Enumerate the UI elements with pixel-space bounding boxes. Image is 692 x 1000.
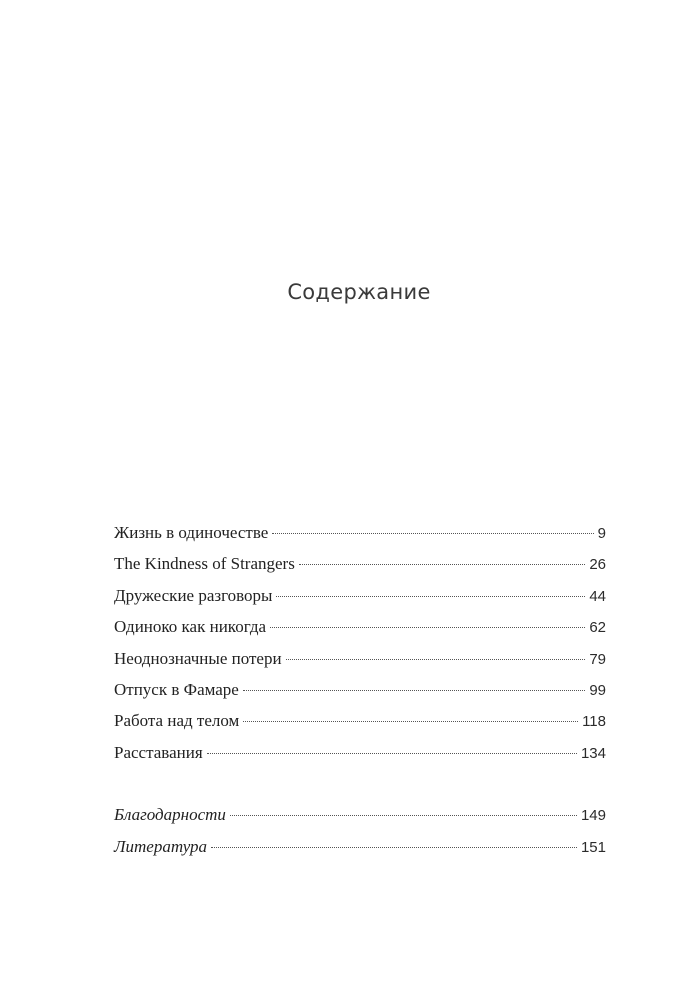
dot-leader xyxy=(243,689,585,691)
toc-entry-page-number: 149 xyxy=(580,807,606,824)
toc-entry-title: Благодарности xyxy=(114,805,226,824)
dot-leader xyxy=(207,752,577,754)
toc-entry[interactable] xyxy=(114,837,606,869)
dot-leader xyxy=(230,814,577,816)
toc-entry[interactable] xyxy=(114,554,606,585)
toc-entry-title: Неоднозначные потери xyxy=(114,648,282,668)
dot-leader xyxy=(299,563,585,565)
toc-entry-title: Расставания xyxy=(114,742,203,762)
toc-entry[interactable] xyxy=(114,805,606,837)
toc-entry-title: Отпуск в Фамаре xyxy=(114,679,239,699)
toc-entry-title: Жизнь в одиночестве xyxy=(114,523,269,542)
table-of-contents xyxy=(114,523,606,774)
toc-entry-title: The Kindness of Strangers xyxy=(114,554,295,574)
dot-leader xyxy=(276,595,585,597)
toc-entry[interactable] xyxy=(114,680,606,711)
toc-entry-page-number: 151 xyxy=(580,838,606,856)
toc-entry[interactable] xyxy=(114,649,606,680)
toc-entry-page-number: 99 xyxy=(589,681,606,699)
toc-entry-title: Одиноко как никогда xyxy=(114,617,267,637)
toc-entry-page-number: 62 xyxy=(589,619,606,637)
toc-entry[interactable] xyxy=(114,743,606,774)
back-matter-contents xyxy=(114,805,606,868)
dot-leader xyxy=(272,532,593,534)
toc-entry-title: Работа над телом xyxy=(114,711,240,731)
dot-leader xyxy=(211,846,577,848)
toc-entry[interactable] xyxy=(114,617,606,648)
toc-entry[interactable] xyxy=(114,523,606,554)
toc-entry-page-number: 9 xyxy=(597,525,606,542)
toc-entry[interactable] xyxy=(114,711,606,742)
toc-entry-page-number: 79 xyxy=(589,650,606,668)
dot-leader xyxy=(243,720,578,722)
dot-leader xyxy=(270,626,585,628)
toc-entry-title: Литература xyxy=(114,836,208,856)
page-title: Содержание xyxy=(287,280,431,304)
toc-entry-page-number: 134 xyxy=(580,744,606,762)
toc-entry-title: Дружеские разговоры xyxy=(114,585,273,605)
toc-entry-page-number: 118 xyxy=(582,713,606,731)
toc-entry-page-number: 44 xyxy=(589,587,606,605)
dot-leader xyxy=(286,658,586,660)
toc-entry-page-number: 26 xyxy=(589,556,606,574)
toc-entry[interactable] xyxy=(114,586,606,617)
